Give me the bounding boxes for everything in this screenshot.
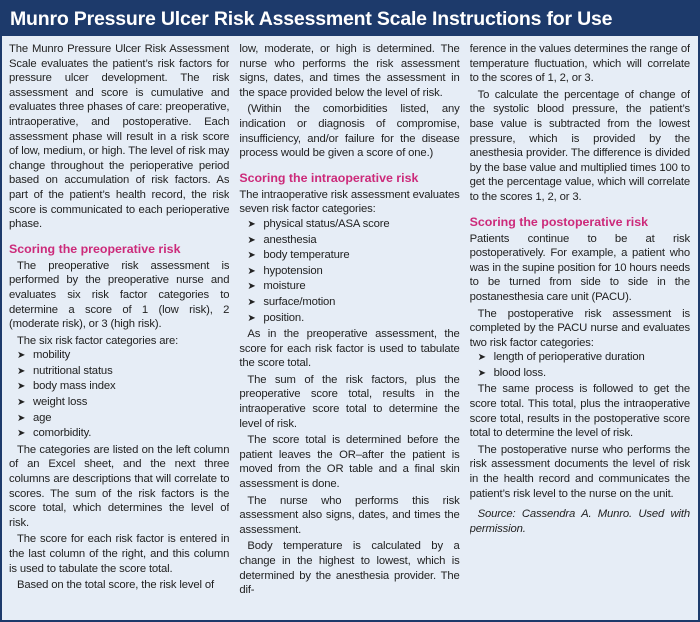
intraop-paragraph-5: The nurse who performs this risk assessment also signs, dates, and times the assessment. bbox=[239, 494, 460, 536]
arrow-bullet-icon: ➤ bbox=[247, 281, 256, 293]
blood-pressure-paragraph: To calculate the percentage of change of the systolic blood pressure, the patient’s base value is subtracted from the lowest pressure, which is provided by the anesthesia provider. The difference is divided by the base value and multiplied times 100 to get the percentage value, which will correlate to the scores 1, 2, or 3. bbox=[469, 88, 690, 203]
postop-risk-list bbox=[470, 350, 690, 381]
postop-paragraph-3: The same process is followed to get the score total. This total, plus the intraoperative score total, results in the postoperative score total to determine the level of risk. bbox=[469, 383, 690, 440]
arrow-bullet-icon: ➤ bbox=[477, 367, 486, 379]
arrow-bullet-icon: ➤ bbox=[17, 381, 26, 393]
postop-paragraph-4: The postoperative nurse who performs the risk assessment documents the level of risk in the health record and communicates the patient’s risk level to the nurse on the unit. bbox=[469, 443, 690, 500]
arrow-bullet-icon: ➤ bbox=[247, 312, 256, 324]
arrow-bullet-icon: ➤ bbox=[247, 296, 256, 308]
preop-risk-list bbox=[9, 348, 229, 442]
arrow-bullet-icon: ➤ bbox=[477, 352, 486, 364]
intraop-risk-list bbox=[239, 217, 459, 326]
preop-paragraph-4: The score for each risk factor is entered in the last column of the right, and this column is used to tabulate the score total. bbox=[9, 533, 230, 575]
arrow-bullet-icon: ➤ bbox=[17, 350, 26, 362]
text-columns bbox=[2, 36, 698, 620]
list-item: ➤ nutritional status bbox=[17, 364, 229, 380]
preop-continued-paragraph: low, moderate, or high is determined. The nurse who performs the risk assessment signs, dates, and times the assessment in the space provided below the level of risk. bbox=[239, 43, 460, 99]
list-item: ➤ position. bbox=[247, 311, 459, 327]
postop-paragraph-1: Patients continue to be at risk postoperatively. For example, a patient who was in the supine position for 10 hours needs to be turned from side to side in the postanesthesia care unit (PACU). bbox=[469, 232, 690, 303]
intro-paragraph: The Munro Pressure Ulcer Risk Assessment Scale evaluates the patient’s risk factors for pressure ulcer development. The risk assessment and score is cumulative and evaluates three phases of care: preoperative, intraoperative, and postoperative. Each assessment phase will result in a risk score of low, medium, or high. The level of risk may change throughout the perioperative period based on accumulation of risk factors. As part of the patient’s health record, the risk score is communicated to each perioperative phase. bbox=[9, 43, 230, 231]
arrow-bullet-icon: ➤ bbox=[247, 250, 256, 262]
list-item: ➤ body temperature bbox=[247, 248, 459, 264]
source-credit: Source: Cassendra A. Munro. Used with permission. bbox=[469, 508, 690, 535]
list-item: ➤ hypotension bbox=[247, 264, 459, 280]
arrow-bullet-icon: ➤ bbox=[17, 365, 26, 377]
list-item: ➤ blood loss. bbox=[478, 366, 690, 382]
list-item: ➤ moisture bbox=[247, 279, 459, 295]
preop-paragraph-2: The six risk factor categories are: bbox=[17, 334, 179, 347]
arrow-bullet-icon: ➤ bbox=[247, 234, 256, 246]
preop-paragraph-1: The preoperative risk assessment is performed by the preoperative nurse and evaluates six risk factor categories to determine a score of 1 (low risk), 2 (moderate risk), or 3 (high risk). bbox=[9, 259, 230, 331]
list-item: ➤ weight loss bbox=[17, 395, 229, 411]
list-item: ➤ surface/motion bbox=[247, 295, 459, 311]
arrow-bullet-icon: ➤ bbox=[17, 412, 26, 424]
arrow-bullet-icon: ➤ bbox=[247, 218, 256, 230]
comorbidity-note: (Within the comorbidities listed, any indication or diagnosis of compromise, insufficiency, and/or failure for the disease process would be given a score of one.) bbox=[239, 103, 460, 160]
column-2 bbox=[239, 42, 459, 620]
intraop-paragraph-2: As in the preoperative assessment, the score for each risk factor is used to tabulate the score total. bbox=[239, 328, 460, 370]
intraop-paragraph-4: The score total is determined before the patient leaves the OR–after the patient is moved from the OR table and a final skin assessment is done. bbox=[239, 434, 460, 491]
intraop-paragraph-1: The intraoperative risk assessment evaluates seven risk factor categories: bbox=[239, 188, 460, 216]
postop-paragraph-2: The postoperative risk assessment is completed by the PACU nurse and evaluates two risk factor categories: bbox=[469, 307, 690, 349]
intraop-paragraph-6: Body temperature is calculated by a change in the highest to lowest, which is determined by the anesthesia provider. The dif- bbox=[239, 540, 460, 597]
temperature-continued-paragraph: ference in the values determines the range of temperature fluctuation, which will correlate to the scores of 1, 2, or 3. bbox=[469, 43, 690, 85]
list-item: ➤ length of perioperative duration bbox=[478, 350, 690, 366]
list-item: ➤ age bbox=[17, 411, 229, 427]
preop-paragraph-3: The categories are listed on the left column of an Excel sheet, and the next three columns are descriptions that will correlate to scores. The sum of the risk factors is the score total, which determines the level of risk. bbox=[9, 443, 230, 529]
section-heading-preoperative: Scoring the preoperative risk bbox=[9, 241, 181, 256]
arrow-bullet-icon: ➤ bbox=[17, 428, 26, 440]
section-heading-postoperative: Scoring the postoperative risk bbox=[469, 214, 648, 229]
preop-paragraph-5: Based on the total score, the risk level of bbox=[17, 579, 215, 592]
list-item: ➤ anesthesia bbox=[247, 233, 459, 249]
column-1 bbox=[9, 42, 229, 620]
list-item: ➤ physical status/ASA score bbox=[247, 217, 459, 233]
section-heading-intraoperative: Scoring the intraoperative risk bbox=[239, 170, 419, 185]
arrow-bullet-icon: ➤ bbox=[247, 265, 256, 277]
column-3 bbox=[470, 42, 690, 620]
list-item: ➤ comorbidity. bbox=[17, 426, 229, 442]
intraop-paragraph-3: The sum of the risk factors, plus the preoperative score total, results in the intraoperative score total to determine the level of risk. bbox=[239, 373, 460, 430]
list-item: ➤ mobility bbox=[17, 348, 229, 364]
document-title: Munro Pressure Ulcer Risk Assessment Scale Instructions for Use bbox=[2, 2, 698, 36]
list-item: ➤ body mass index bbox=[17, 379, 229, 395]
arrow-bullet-icon: ➤ bbox=[17, 397, 26, 409]
